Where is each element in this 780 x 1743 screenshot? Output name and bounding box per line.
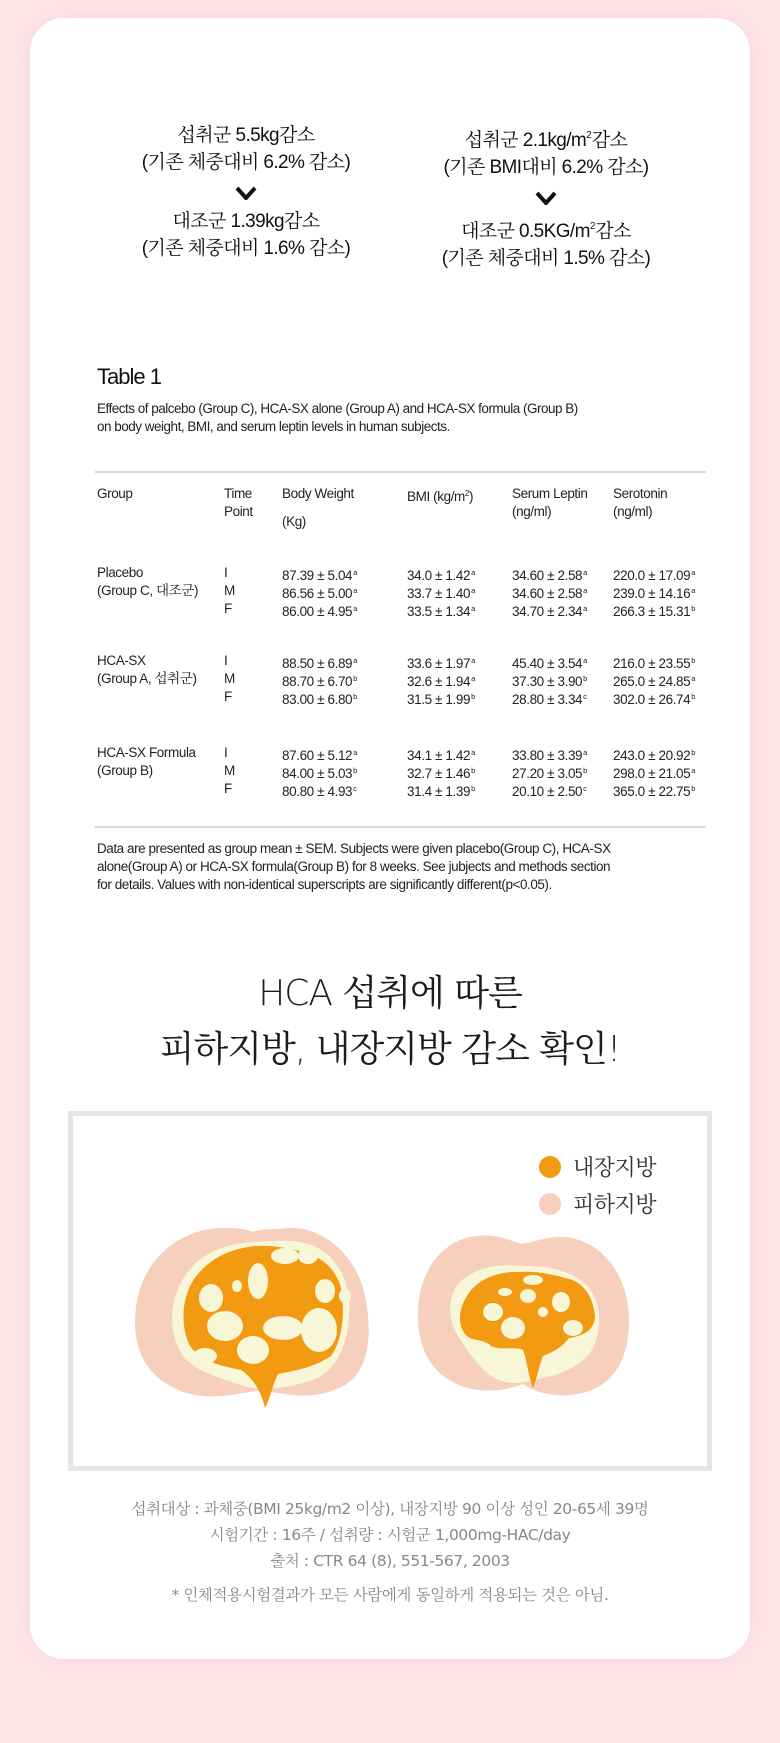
value: 34.1 ± 1.42 — [407, 748, 471, 763]
bmi-cell — [407, 688, 475, 709]
header-group: Group — [97, 486, 133, 501]
header-text: (ng/ml) — [613, 504, 653, 519]
superscript: b — [691, 692, 696, 701]
time-point: M — [224, 583, 235, 598]
caption-line: on body weight, BMI, and serum leptin levels in human subjects. — [97, 419, 450, 434]
superscript: a — [471, 586, 475, 595]
header-time-point — [224, 485, 253, 521]
superscript: b — [583, 766, 587, 775]
superscript: b — [353, 674, 357, 683]
treatment-bmi-suffix: 감소 — [591, 130, 628, 151]
legend-label: 내장지방 — [573, 1156, 657, 1181]
group-name: HCA-SX Formula — [97, 745, 196, 760]
group-subname: (Group C, 대조군) — [97, 583, 199, 598]
table-row — [0, 564, 780, 582]
header-text: Time — [224, 486, 252, 501]
fat-comparison-illustration — [68, 1111, 712, 1471]
table-row — [0, 582, 780, 600]
superscript: a — [353, 656, 357, 665]
header-serotonin — [613, 485, 667, 521]
header-text: ) — [468, 489, 474, 504]
leptin-cell — [512, 688, 587, 709]
value: 31.5 ± 1.99 — [407, 692, 471, 707]
value: 20.10 ± 2.50 — [512, 784, 583, 799]
superscript: b — [691, 784, 696, 793]
superscript: b — [583, 674, 587, 683]
superscript: a — [353, 604, 357, 613]
superscript: b — [353, 766, 357, 775]
body-weight-cell — [282, 600, 357, 621]
header-text: Body Weight — [282, 486, 354, 501]
superscript: c — [353, 784, 357, 793]
time-point: M — [224, 671, 235, 686]
superscript: b — [691, 748, 696, 757]
bmi-comparison — [396, 122, 696, 272]
headline-line: HCA 섭취에 따른 — [258, 973, 522, 1014]
table-row — [0, 780, 780, 798]
legend — [539, 1148, 656, 1222]
superscript: a — [583, 568, 587, 577]
value: 33.5 ± 1.34 — [407, 604, 471, 619]
superscript: c — [583, 784, 587, 793]
value: 243.0 ± 20.92 — [613, 748, 691, 763]
superscript: b — [471, 692, 475, 701]
bmi-cell — [407, 600, 475, 621]
table-note — [97, 840, 697, 894]
superscript: a — [471, 604, 475, 613]
superscript: a — [353, 748, 357, 757]
header-text: Serotonin — [613, 486, 668, 501]
control-bmi-loss-percent: (기존 체중대비 1.5% 감소) — [441, 248, 651, 269]
value: 265.0 ± 24.85 — [613, 674, 691, 689]
superscript: a — [583, 586, 587, 595]
superscript: 2 — [586, 130, 592, 141]
torso-after-icon — [418, 1235, 629, 1395]
footnote-period: 시험기간 : 16주 / 섭취량 : 시험군 1,000mg-HAC/day — [209, 1526, 571, 1544]
value: 266.3 ± 15.31 — [613, 604, 691, 619]
caption-line: Effects of palcebo (Group C), HCA-SX alone (Group A) and HCA-SX formula (Group B) — [97, 401, 578, 416]
group-name: HCA-SX — [97, 653, 146, 668]
control-bmi-loss — [396, 213, 696, 245]
table-row — [0, 670, 780, 688]
table-row — [0, 600, 780, 618]
value: 33.6 ± 1.97 — [407, 656, 471, 671]
superscript: a — [353, 568, 357, 577]
superscript: b — [471, 784, 475, 793]
bmi-cell — [407, 780, 475, 801]
group-name: Placebo — [97, 565, 143, 580]
legend-item-subcutaneous-fat — [539, 1185, 656, 1222]
superscript: a — [471, 568, 475, 577]
table-top-rule — [95, 471, 706, 473]
superscript: 2 — [589, 221, 596, 232]
footnote-source: 출처 : CTR 64 (8), 551-567, 2003 — [270, 1552, 510, 1570]
superscript: a — [691, 674, 696, 683]
legend-item-visceral-fat — [539, 1148, 656, 1185]
value: 31.4 ± 1.39 — [407, 784, 471, 799]
header-text: (Kg) — [282, 514, 306, 529]
value: 220.0 ± 17.09 — [613, 568, 691, 583]
body-weight-cell — [282, 688, 357, 709]
value: 239.0 ± 14.16 — [613, 586, 691, 601]
superscript: a — [583, 748, 587, 757]
table-row — [0, 652, 780, 670]
value: 365.0 ± 22.75 — [613, 784, 691, 799]
note-line: Data are presented as group mean ± SEM. Subjects were given placebo(Group C), HCA-SX — [97, 841, 611, 856]
value: 87.60 ± 5.12 — [282, 748, 353, 763]
superscript: a — [691, 766, 696, 775]
value: 34.0 ± 1.42 — [407, 568, 471, 583]
note-line: alone(Group A) or HCA-SX formula(Group B) for 8 weeks. See jubjects and methods section — [97, 859, 611, 874]
control-bmi-text: 대조군 0.5KG/m — [461, 221, 590, 242]
value: 32.6 ± 1.94 — [407, 674, 471, 689]
serotonin-cell — [613, 600, 695, 621]
value: 45.40 ± 3.54 — [512, 656, 583, 671]
value: 27.20 ± 3.05 — [512, 766, 583, 781]
value: 302.0 ± 26.74 — [613, 692, 691, 707]
treatment-bmi-loss — [396, 122, 696, 154]
value: 33.80 ± 3.39 — [512, 748, 583, 763]
value: 298.0 ± 21.05 — [613, 766, 691, 781]
treatment-weight-loss: 섭취군 5.5kg감소 — [177, 125, 315, 146]
visceral-fat-dot-icon — [539, 1156, 561, 1178]
superscript: a — [691, 568, 696, 577]
value: 34.70 ± 2.34 — [512, 604, 583, 619]
group-subname: (Group B) — [97, 763, 153, 778]
chevron-down-icon — [96, 180, 396, 206]
value: 32.7 ± 1.46 — [407, 766, 471, 781]
superscript: b — [691, 604, 696, 613]
table-title: Table 1 — [97, 364, 161, 389]
value: 83.00 ± 6.80 — [282, 692, 353, 707]
superscript: a — [471, 656, 475, 665]
treatment-bmi-text: 섭취군 2.1kg/m — [464, 130, 587, 151]
time-point: I — [224, 745, 228, 760]
legend-label: 피하지방 — [573, 1193, 657, 1218]
group-subname: (Group A, 섭취군) — [97, 671, 197, 686]
superscript: b — [353, 692, 357, 701]
table-row — [0, 762, 780, 780]
value: 33.7 ± 1.40 — [407, 586, 471, 601]
table-bottom-rule — [95, 826, 706, 828]
body-weight-cell — [282, 780, 357, 801]
header-text: BMI (kg/m — [407, 489, 465, 504]
header-text: (ng/ml) — [512, 504, 552, 519]
table-caption — [97, 400, 657, 436]
value: 37.30 ± 3.90 — [512, 674, 583, 689]
superscript: a — [353, 586, 357, 595]
header-bmi — [407, 485, 473, 506]
time-point: F — [224, 601, 232, 616]
footnote-subjects: 섭취대상 : 과체중(BMI 25kg/m2 이상), 내장지방 90 이상 성인 20-65세 39명 — [131, 1500, 649, 1518]
time-point: M — [224, 763, 235, 778]
value: 28.80 ± 3.34 — [512, 692, 583, 707]
torso-before-icon — [135, 1228, 369, 1408]
superscript: a — [471, 748, 475, 757]
headline-line: 피하지방, 내장지방 감소 확인! — [159, 1029, 621, 1070]
value: 87.39 ± 5.04 — [282, 568, 353, 583]
header-text: Serum Leptin — [512, 486, 588, 501]
table-row — [0, 744, 780, 762]
superscript: c — [583, 692, 587, 701]
time-point: I — [224, 653, 228, 668]
table-row — [0, 688, 780, 706]
superscript: a — [583, 656, 587, 665]
value: 34.60 ± 2.58 — [512, 568, 583, 583]
serotonin-cell — [613, 780, 695, 801]
serotonin-cell — [613, 688, 695, 709]
control-bmi-suffix: 감소 — [595, 221, 631, 242]
value: 88.50 ± 6.89 — [282, 656, 353, 671]
value: 86.00 ± 4.95 — [282, 604, 353, 619]
value: 80.80 ± 4.93 — [282, 784, 353, 799]
value: 84.00 ± 5.03 — [282, 766, 353, 781]
control-weight-loss-percent: (기존 체중대비 1.6% 감소) — [141, 238, 351, 259]
leptin-cell — [512, 780, 587, 801]
weight-comparison — [96, 122, 396, 262]
superscript: a — [471, 674, 475, 683]
treatment-bmi-loss-percent: (기존 BMI대비 6.2% 감소) — [443, 157, 649, 178]
section-headline — [30, 966, 750, 1078]
treatment-weight-loss-percent: (기존 체중대비 6.2% 감소) — [141, 152, 351, 173]
superscript: b — [471, 766, 475, 775]
header-body-weight — [282, 485, 354, 531]
note-line: for details. Values with non-identical superscripts are significantly different(p<0.05). — [97, 877, 552, 892]
superscript: a — [583, 604, 587, 613]
superscript: b — [691, 656, 696, 665]
value: 216.0 ± 23.55 — [613, 656, 691, 671]
time-point: I — [224, 565, 228, 580]
footnote-disclaimer: * 인체적용시험결과가 모든 사람에게 동일하게 적용되는 것은 아님. — [171, 1586, 609, 1604]
header-text: Point — [224, 504, 253, 519]
time-point: F — [224, 781, 232, 796]
superscript: 2 — [464, 489, 469, 498]
chevron-down-icon — [396, 185, 696, 211]
superscript: a — [691, 586, 696, 595]
leptin-cell — [512, 600, 587, 621]
subcutaneous-fat-dot-icon — [539, 1193, 561, 1215]
time-point: F — [224, 689, 232, 704]
header-serum-leptin — [512, 485, 588, 521]
value: 86.56 ± 5.00 — [282, 586, 353, 601]
control-weight-loss: 대조군 1.39kg감소 — [172, 211, 320, 232]
value: 88.70 ± 6.70 — [282, 674, 353, 689]
value: 34.60 ± 2.58 — [512, 586, 583, 601]
